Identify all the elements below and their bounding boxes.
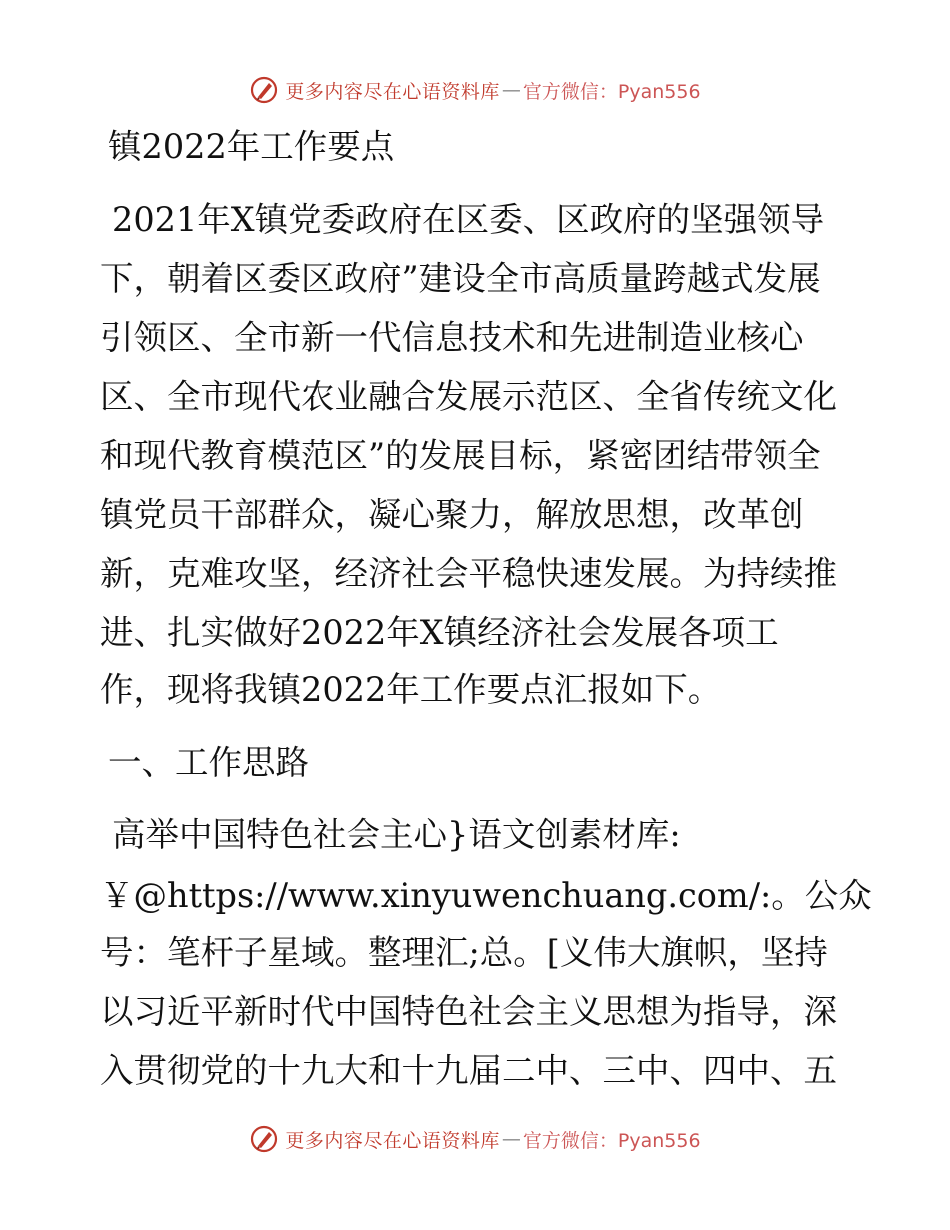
- paragraph-line: 高举中国特色社会主心}语文创素材库:: [112, 815, 681, 854]
- paragraph-line: 进、扎实做好2022年X镇经济社会发展各项工: [100, 613, 779, 652]
- paragraph-line: 号：笔杆子星域。整理汇;总。[义伟大旗帜，坚持: [100, 933, 828, 972]
- watermark-text: 更多内容尽在心语资料库: [285, 80, 500, 103]
- paragraph-line: 入贯彻党的十九大和十九届二中、三中、四中、五: [100, 1051, 837, 1090]
- paragraph-line: 2021年X镇党委政府在区委、区政府的坚强领导: [112, 200, 825, 239]
- watermark-contact: 官方微信：Pyan556: [522, 1129, 701, 1152]
- watermark-contact: 官方微信：Pyan556: [522, 80, 701, 103]
- watermark-dash: —: [501, 79, 521, 101]
- watermark-footer: [0, 1119, 950, 1159]
- paragraph-line: 作，现将我镇2022年工作要点汇报如下。: [100, 670, 722, 709]
- paragraph-line: 镇党员干部群众，凝心聚力，解放思想，改革创: [100, 495, 804, 534]
- watermark-header: [0, 70, 950, 110]
- document-title: 镇2022年工作要点: [108, 127, 395, 166]
- paragraph-line: 下，朝着区委区政府”建设全市高质量跨越式发展: [100, 259, 821, 298]
- pen-logo-icon: [249, 1124, 279, 1154]
- watermark-dash: —: [501, 1128, 521, 1150]
- section-heading: 一、工作思路: [108, 743, 309, 782]
- paragraph-line: 和现代教育模范区”的发展目标，紧密团结带领全: [100, 436, 821, 475]
- paragraph-line: 引领区、全市新一代信息技术和先进制造业核心: [100, 318, 804, 357]
- watermark-text: 更多内容尽在心语资料库: [285, 1129, 500, 1152]
- paragraph-line: 新，克难攻坚，经济社会平稳快速发展。为持续推: [100, 554, 837, 593]
- paragraph-line: 区、全市现代农业融合发展示范区、全省传统文化: [100, 377, 837, 416]
- pen-logo-icon: [249, 75, 279, 105]
- paragraph-line: ￥@https://www.xinyuwenchuang.com/:。公众: [100, 876, 872, 915]
- paragraph-line: 以习近平新时代中国特色社会主义思想为指导，深: [100, 992, 837, 1031]
